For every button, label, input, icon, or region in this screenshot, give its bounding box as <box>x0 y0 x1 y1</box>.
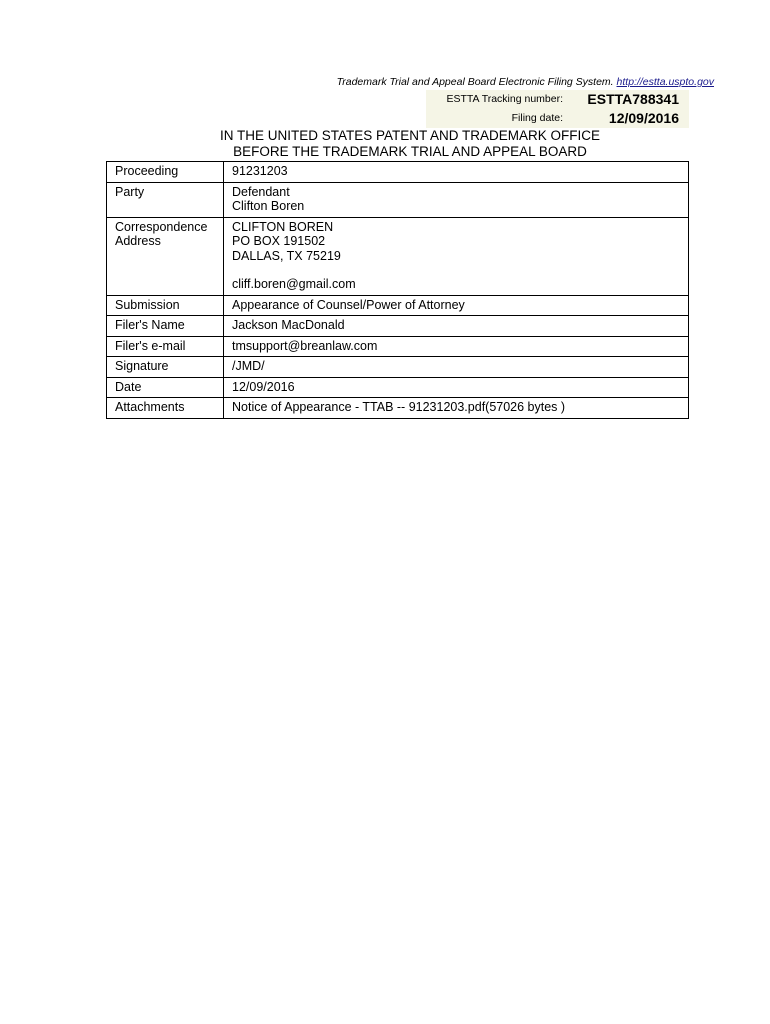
filing-details-table <box>106 161 689 419</box>
table-row-correspondence <box>107 217 689 295</box>
signature-value: /JMD/ <box>224 357 689 378</box>
filers-name-label: Filer's Name <box>107 316 224 337</box>
table-row-attachments <box>107 398 689 419</box>
correspondence-name: CLIFTON BOREN <box>232 219 334 234</box>
date-label: Date <box>107 377 224 398</box>
filing-date-value: 12/09/2016 <box>608 110 679 126</box>
date-value: 12/09/2016 <box>224 377 689 398</box>
attachments-value: Notice of Appearance - TTAB -- 91231203.pdf(57026 bytes ) <box>224 398 689 419</box>
heading-line-2: BEFORE THE TRADEMARK TRIAL AND APPEAL BOARD <box>233 144 587 159</box>
correspondence-street: PO BOX 191502 <box>232 234 326 248</box>
system-header-line <box>330 76 714 88</box>
party-role: Defendant <box>232 184 290 199</box>
tracking-number-label: ESTTA Tracking number: <box>446 93 563 105</box>
document-heading <box>200 128 620 160</box>
table-row-filers-email <box>107 336 689 357</box>
correspondence-city: DALLAS, TX 75219 <box>232 248 341 263</box>
submission-value: Appearance of Counsel/Power of Attorney <box>224 295 689 316</box>
filers-email-value: tmsupport@breanlaw.com <box>224 336 689 357</box>
tracking-number-value: ESTTA788341 <box>587 91 679 107</box>
tracking-box <box>426 90 689 128</box>
proceeding-label: Proceeding <box>107 162 224 183</box>
correspondence-email: cliff.boren@gmail.com <box>232 277 356 291</box>
filing-date-row <box>426 109 689 128</box>
correspondence-value <box>224 217 689 295</box>
address-spacer <box>232 263 680 277</box>
heading-line-1: IN THE UNITED STATES PATENT AND TRADEMARK OFFICE <box>219 128 601 143</box>
filing-date-label: Filing date: <box>511 112 563 124</box>
submission-label: Submission <box>107 295 224 316</box>
tracking-number-row <box>426 90 689 109</box>
correspondence-label-line-2: Address <box>115 234 161 248</box>
party-label: Party <box>107 182 224 217</box>
signature-label: Signature <box>107 357 224 378</box>
table-row-filers-name <box>107 316 689 337</box>
table-row-submission <box>107 295 689 316</box>
table-row-party <box>107 182 689 217</box>
filers-name-value: Jackson MacDonald <box>224 316 689 337</box>
party-name: Clifton Boren <box>232 199 305 213</box>
system-title: Trademark Trial and Appeal Board Electronic Filing System. <box>336 76 614 88</box>
party-value <box>224 182 689 217</box>
filers-email-label: Filer's e-mail <box>107 336 224 357</box>
table-row-proceeding <box>107 162 689 183</box>
estta-link[interactable]: http://estta.uspto.gov <box>616 76 714 88</box>
correspondence-label-line-1: Correspondence <box>115 219 208 234</box>
table-row-date <box>107 377 689 398</box>
table-row-signature <box>107 357 689 378</box>
proceeding-value: 91231203 <box>224 162 689 183</box>
correspondence-label <box>107 217 224 295</box>
attachments-label: Attachments <box>107 398 224 419</box>
